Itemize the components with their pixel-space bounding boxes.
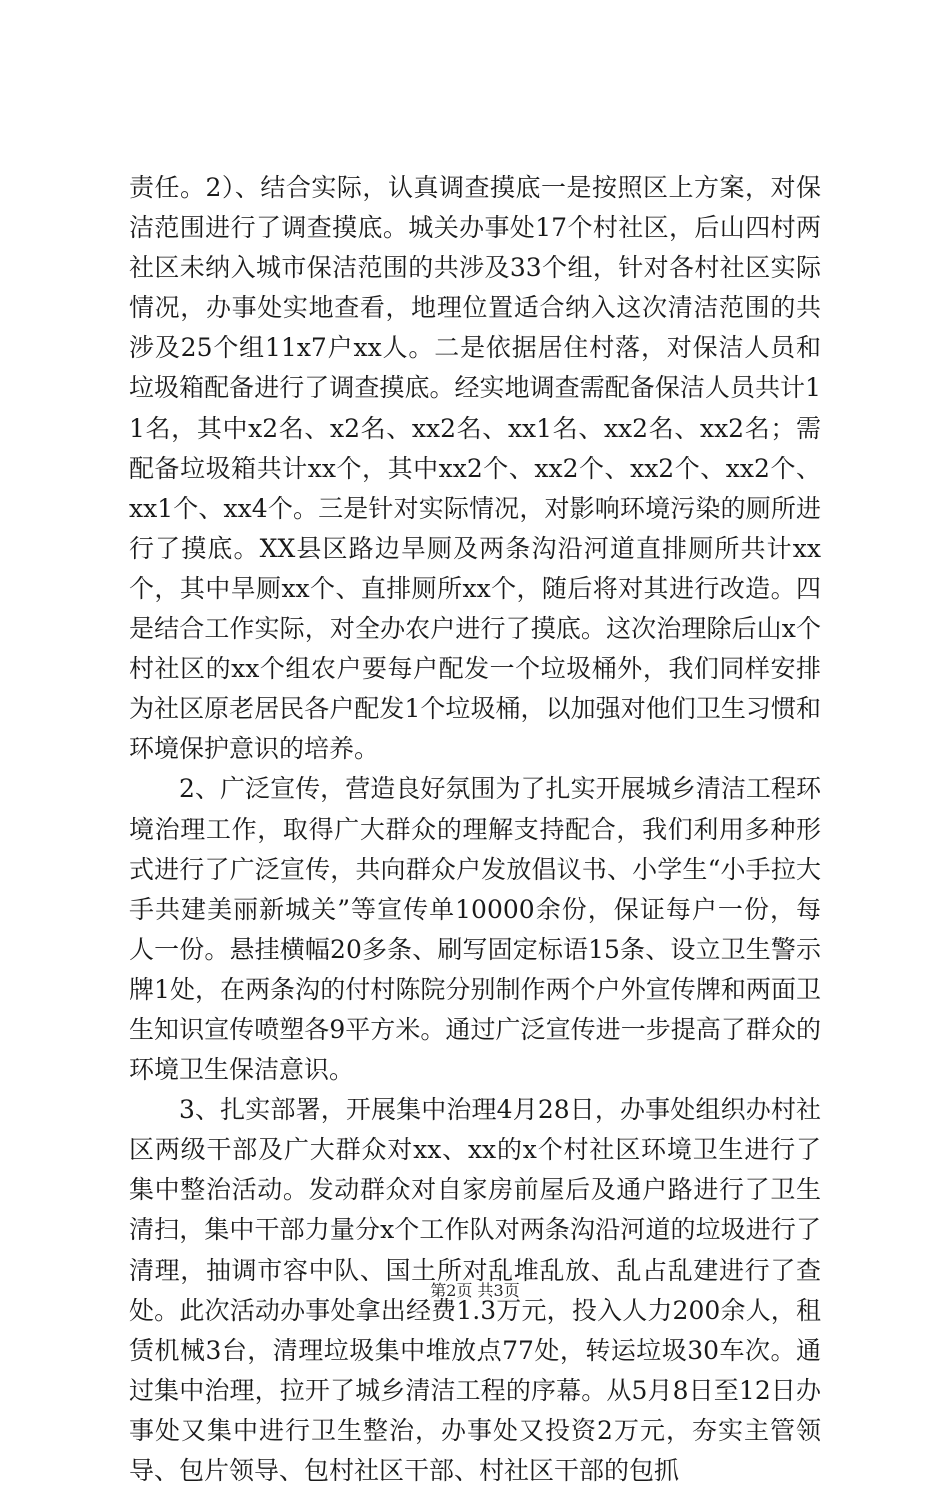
paragraph-governance: 3、扎实部署，开展集中治理4月28日，办事处组织办村社区两级干部及广大群众对xx、xx的x个村社区环境卫生进行了集中整治活动。发动群众对自家房前屋后及通户路进行了卫生清扫，集中干部力量分x个工作队对两条沟沿河道的垃圾进行了清理，抽调市容中队、国土所对乱堆乱放、乱占乱建进行了查处。此次活动办事处拿出经费1.3万元，投入人力200余人，租赁机械3台，清理垃圾集中堆放点77处，转运垃圾30车次。通过集中治理，拉开了城乡清洁工程的序幕。从5月8日至12日办事处又集中进行卫生整治，办事处又投资2万元，夯实主管领导、包片领导、包村社区干部、村社区干部的包抓 [129, 1095, 821, 1485]
paragraph-survey: 责任。2）、结合实际，认真调查摸底一是按照区上方案，对保洁范围进行了调查摸底。城关办事处17个村社区，后山四村两社区未纳入城市保洁范围的共涉及33个组，针对各村社区实际情况，办事处实地查看，地理位置适合纳入这次清洁范围的共涉及25个组11x7户xx人。二是依据居住村落，对保洁人员和垃圾箱配备进行了调查摸底。经实地调查需配备保洁人员共计11名，其中x2名、x2名、xx2名、xx1名、xx2名、xx2名；需配备垃圾箱共计xx个，其中xx2个、xx2个、xx2个、xx2个、xx1个、xx4个。三是针对实际情况，对影响环境污染的厕所进行了摸底。XX县区路边旱厕及两条沟沿河道直排厕所共计xx个，其中旱厕xx个、直排厕所xx个，随后将对其进行改造。四是结合工作实际，对全办农户进行了摸底。这次治理除后山x个村社区的xx个组农户要每户配发一个垃圾桶外，我们同样安排为社区原老居民各户配发1个垃圾桶，以加强对他们卫生习惯和环境保护意识的培养。 [129, 173, 821, 764]
paragraph-publicity: 2、广泛宣传，营造良好氛围为了扎实开展城乡清洁工程环境治理工作，取得广大群众的理解支持配合，我们利用多种形式进行了广泛宣传，共向群众户发放倡议书、小学生“小手拉大手共建美丽新城关”等宣传单10000余份，保证每户一份，每人一份。悬挂横幅20多条、刷写固定标语15条、设立卫生警示牌1处，在两条沟的付村陈院分别制作两个户外宣传牌和两面卫生知识宣传喷塑各9平方米。通过广泛宣传进一步提高了群众的环境卫生保洁意识。 [129, 774, 821, 1085]
page-number-footer: 第2页 共3页 [430, 1281, 520, 1300]
